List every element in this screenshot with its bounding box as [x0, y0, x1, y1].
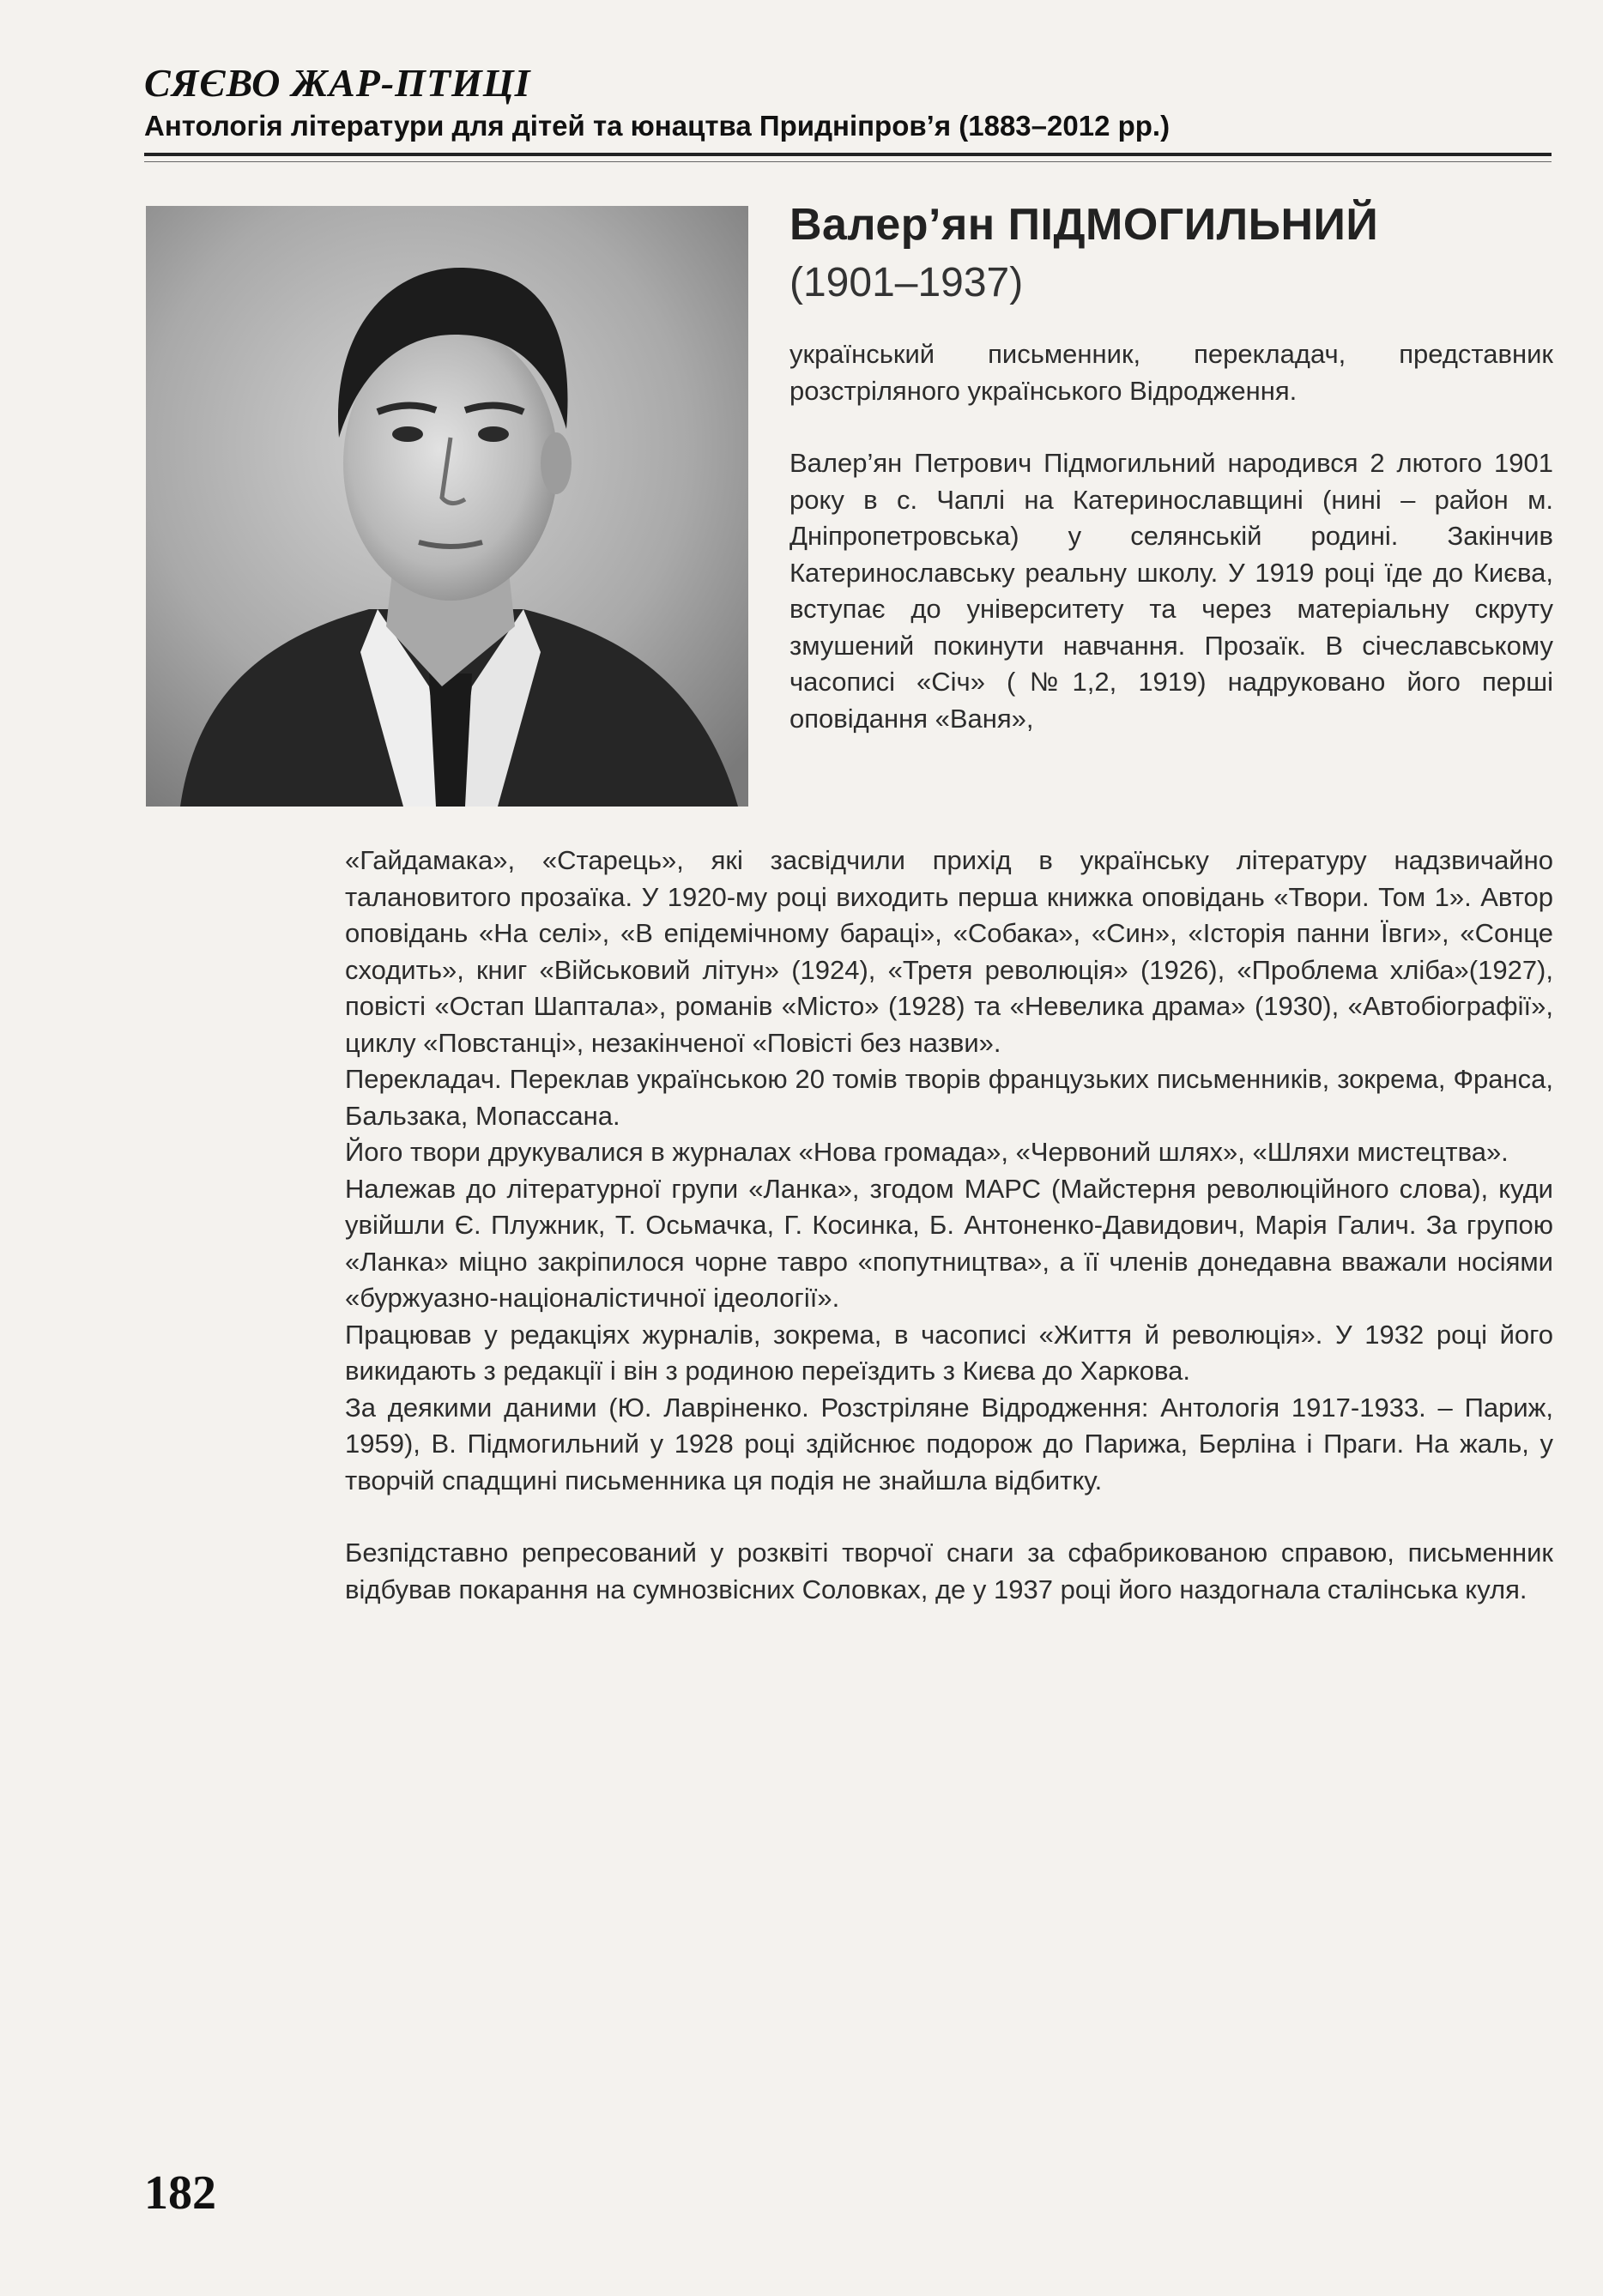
page-number: 182 — [144, 2166, 216, 2220]
header-rule-thick — [144, 153, 1552, 156]
running-title: СЯЄВО ЖАР-ПТИЦІ — [144, 61, 531, 105]
main-text-column — [345, 843, 1553, 1608]
header-rule-thin — [144, 161, 1552, 162]
editorial-work-paragraph: Працював у редакціях журналів, зокрема, в часописі «Життя й революція». У 1932 році його викидають з редакції і він з родиною переїздить з Києва до Харкова. — [345, 1319, 1553, 1386]
closing-paragraph: Безпідставно репресований у розквіті творчої снаги за сфабрикованою справою, письменник відбував покарання на сумнозвісних Соловках, де у 1937 році його наздогнала сталінська куля. — [345, 1538, 1553, 1604]
works-paragraph: «Гайдамака», «Старець», які засвідчили прихід в українську літературу надзвичайно талановитого прозаїка. У 1920-му році виходить перша книжка оповідань «Твори. Том 1». Автор оповідань «На селі», «В епідемічному бараці», «Собака», «Син», «Історія панни Ївги», «Сонце сходить», книг «Військовий літун» (1924), «Третя революція» (1926), «Проблема хліба»(1927), повісті «Остап Шаптала», романів «Місто» (1928) та «Невелика драма» (1930), «Автобіографії», циклу «Повстанці», незакінченої «Повісті без назви». — [345, 845, 1553, 1058]
translator-paragraph: Перекладач. Переклав українською 20 томів творів французьких письменників, зокрема, Франса, Бальзака, Мопассана. — [345, 1064, 1553, 1131]
side-text-column — [789, 336, 1553, 737]
biography-paragraph: Валер’ян Петрович Підмогильний народився 2 лютого 1901 року в с. Чаплі на Катеринославщині (нині – район м. Дніпропетровська) у селянській родині. Закінчив Катеринославську реальну школу. У 1919 році їде до Києва, вступає до університету та через матеріальну скруту змушений покинути навчання. Прозаїк. В січеславському часописі «Січ» (№1,2, 1919) надруковано його перші оповідання «Ваня», — [789, 448, 1553, 734]
travel-paragraph: За деякими даними (Ю. Лавріненко. Розстріляне Відродження: Антологія 1917-1933. – Париж, 1959), В. Підмогильний у 1928 році здійснює подорож до Парижа, Берліна і Праги. На жаль, у творчій спадщині письменника ця подія не знайшла відбитку. — [345, 1392, 1553, 1495]
intro-paragraph: український письменник, перекладач, представник розстріляного українського Відродження. — [789, 339, 1553, 406]
running-subtitle: Антологія літератури для дітей та юнацтва Придніпров’я (1883–2012 рр.) — [144, 110, 1170, 142]
literary-group-paragraph: Належав до літературної групи «Ланка», згодом МАРС (Майстерня революційного слова), куди увійшли Є. Плужник, Т. Осьмачка, Г. Косинка, Б. Антоненко-Давидович, Марія Галич. За групою «Ланка» міцно закріпилося чорне тавро «попутництва», а її членів донедавна вважали носіями «буржуазно-націоналістичної ідеології». — [345, 1173, 1553, 1313]
author-years: (1901–1937) — [789, 260, 1024, 305]
journals-paragraph: Його твори друкувалися в журналах «Нова громада», «Червоний шлях», «Шляхи мистецтва». — [345, 1137, 1509, 1167]
author-portrait — [146, 206, 748, 807]
author-name: Валер’ян ПІДМОГИЛЬНИЙ — [789, 200, 1379, 250]
